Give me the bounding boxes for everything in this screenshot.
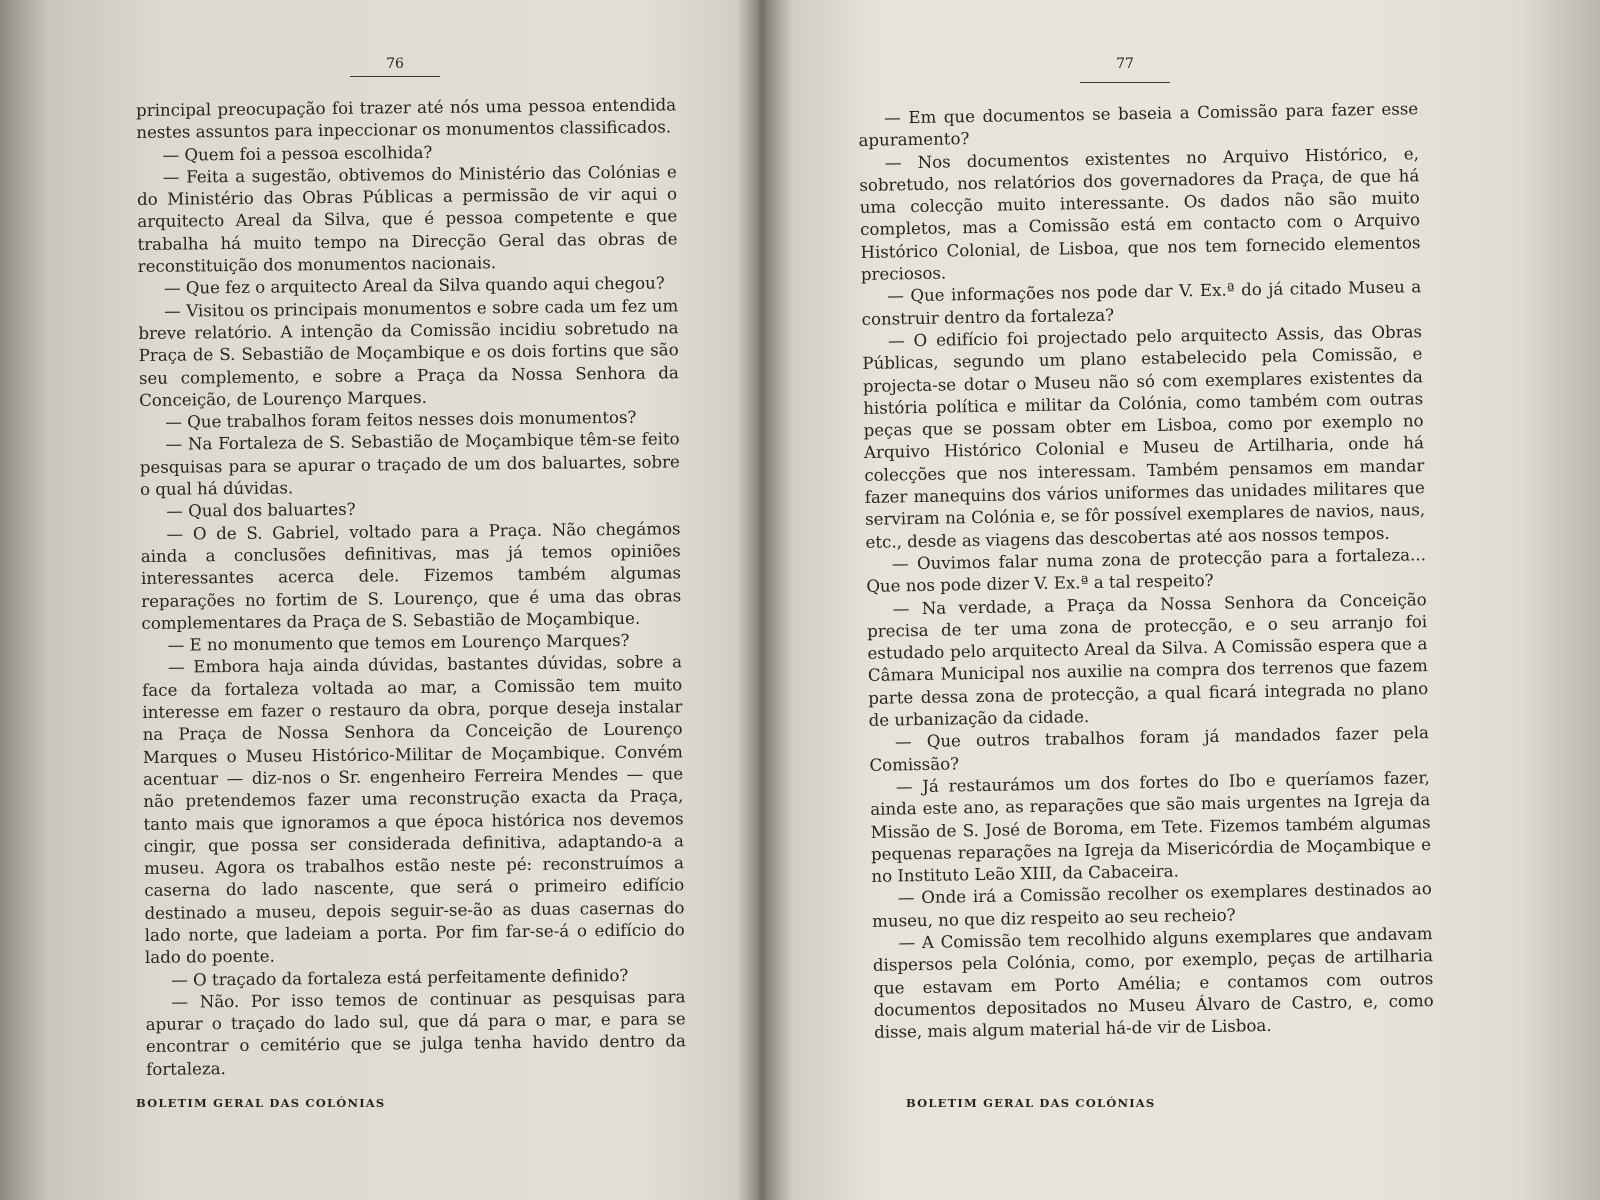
- right-page-text: [858, 98, 1434, 1044]
- paragraph: — Não. Por isso temos de continuar as pesquisas para apurar o traçado do lado sul, que dá para o mar, e para se encontrar o cemitério que se julga tenha havido dentro da fortaleza.: [145, 987, 686, 1079]
- paragraph: — Onde irá a Comissão recolher os exemplares destinados ao museu, no que diz respeito ao seu recheio?: [872, 879, 1432, 931]
- paragraph: — Que outros trabalhos foram já mandados fazer pela Comissão?: [869, 723, 1430, 775]
- paragraph: — Feita a sugestão, obtivemos do Ministério das Colónias e do Ministério das Obras Públicas a permissão de vir aqui o arquitecto Areal da Silva, que é pessoa competente e que trabalha há muito tempo na Direcção Geral das obras de reconstituição dos monumentos nacionais.: [136, 162, 678, 277]
- paragraph: — Que informações nos pode dar V. Ex.ª do já citado Museu a construir dentro da fortaleza?: [861, 277, 1422, 329]
- paragraph: — Na verdade, a Praça da Nossa Senhora da Conceição precisa de ter uma zona de protecção, e o seu arranjo foi estudado pelo arquitecto Areal da Silva. A Comissão espera que a Câmara Municipal nos auxilie na compra dos terrenos que fazem parte dessa zona de protecção, a qual ficará integrada no plano de urbanização da cidade.: [866, 589, 1429, 730]
- paragraph: — Que fez o arquitecto Areal da Silva quando aqui chegou?: [163, 273, 665, 299]
- paragraph: — Nos documentos existentes no Arquivo Histórico, e, sobretudo, nos relatórios dos governadores da Praça, de que há uma colecção muito interessante. Os dados não são muito completos, mas a Comissão está em contacto com o Arquivo Histórico Colonial, de Lisboa, que nos tem fornecido elementos preciosos.: [859, 143, 1421, 285]
- running-footer: BOLETIM GERAL DAS COLÓNIAS: [136, 1096, 386, 1110]
- paragraph: — O traçado da fortaleza está perfeitamente definido?: [171, 965, 629, 990]
- paragraph: — Quem foi a pessoa escolhida?: [162, 142, 433, 165]
- right-page: [858, 0, 1443, 1200]
- page-number: 77: [1116, 56, 1134, 72]
- running-footer: BOLETIM GERAL DAS COLÓNIAS: [906, 1096, 1156, 1110]
- paragraph: — E no monumento que temos em Lourenço Marques?: [167, 630, 630, 655]
- page-number-rule: [350, 76, 440, 77]
- page-number-rule: [1080, 82, 1170, 83]
- paragraph: — A Comissão tem recolhido alguns exemplares que andavam dispersos pela Colónia, como, por exemplo, peças de artilharia que estavam em Porto Amélia; e contamos com outros documentos depositados no Museu Álvaro de Castro, e, como disse, mais algum material há-de vir de Lisboa.: [872, 924, 1434, 1043]
- left-page: [120, 0, 686, 1200]
- paragraph: — O de S. Gabriel, voltado para a Praça. Não chegámos ainda a conclusões definitivas, mas já temos opiniões interessantes acerca dele. Fizemos também algumas reparações no fortim de S. Lourenço, que é uma das obras complementares da Praça de S. Sebastião de Moçambique.: [140, 518, 682, 633]
- paragraph: — Visitou os principais monumentos e sobre cada um fez um breve relatório. A intenção da Comissão incidiu sobretudo na Praça de S. Sebastião de Moçambique e os dois fortins que são seu complemento, e sobre a Praça da Nossa Senhora da Conceição, de Lourenço Marques.: [138, 296, 679, 410]
- page-number: 76: [386, 56, 404, 72]
- left-page-text: [136, 94, 686, 1081]
- paragraph: — Embora haja ainda dúvidas, bastantes dúvidas, sobre a face da fortaleza voltada ao mar, a Comissão tem muito interesse em fazer o restauro da obra, porque deseja instalar na Praça de Nossa Senhora da Conceição de Lourenço Marques o Museu Histórico-Militar de Moçambique. Convém acentuar — diz-nos o Sr. engenheiro Ferreira Mendes — que não pretendemos fazer uma reconstrução exacta da Praça, tanto mais que ignoramos a que época histórica nos devemos cingir, que possa ser considerada definitiva, adaptando-a a museu. Agora os trabalhos estão neste pé: reconstruímos a caserna do lado nascente, que será o primeiro edifício destinado a museu, depois seguir-se-ão as duas casernas do lado norte, que ladeiam a porta. Por fim far-se-á o edifício do lado do poente.: [142, 652, 685, 968]
- paragraph: — Qual dos baluartes?: [166, 500, 356, 522]
- paragraph: — Que trabalhos foram feitos nesses dois monumentos?: [165, 407, 637, 432]
- paragraph: — Na Fortaleza de S. Sebastião de Moçambique têm-se feito pesquisas para se apurar o traçado de um dos baluartes, sobre o qual há dúvidas.: [139, 429, 680, 500]
- paragraph: — O edifício foi projectado pelo arquitecto Assis, das Obras Públicas, segundo um plano estabelecido pela Comissão, e projecta-se dotar o Museu não só com exemplares existentes da história política e militar da Colónia, como também com outras peças que se possam obter em Lisboa, como por exemplo no Arquivo Histórico Colonial e Museu de Artilharia, onde há colecções que nos interessam. Também pensamos em mandar fazer manequins dos vários uniformes das unidades militares que serviram na Colónia e, se fôr possível exemplares de navios, naus, etc., desde as viagens das descobertas até aos nossos tempos.: [862, 322, 1426, 552]
- paragraph: — Em que documentos se baseia a Comissão para fazer esse apuramento?: [858, 99, 1419, 151]
- paragraph: — Já restaurámos um dos fortes do Ibo e queríamos fazer, ainda este ano, as reparações que são mais urgentes na Igreja da Missão de S. José de Boroma, em Tete. Fizemos também algumas pequenas reparações na Igreja da Misericórdia de Moçambique e no Instituto Leão XIII, da Cabaceira.: [870, 768, 1432, 886]
- paragraph: principal preocupação foi trazer até nós uma pessoa entendida nestes assuntos para inpeccionar os monumentos classificados.: [136, 95, 677, 143]
- paragraph: — Ouvimos falar numa zona de protecção para a fortaleza... Que nos pode dizer V. Ex.ª a tal respeito?: [866, 545, 1427, 597]
